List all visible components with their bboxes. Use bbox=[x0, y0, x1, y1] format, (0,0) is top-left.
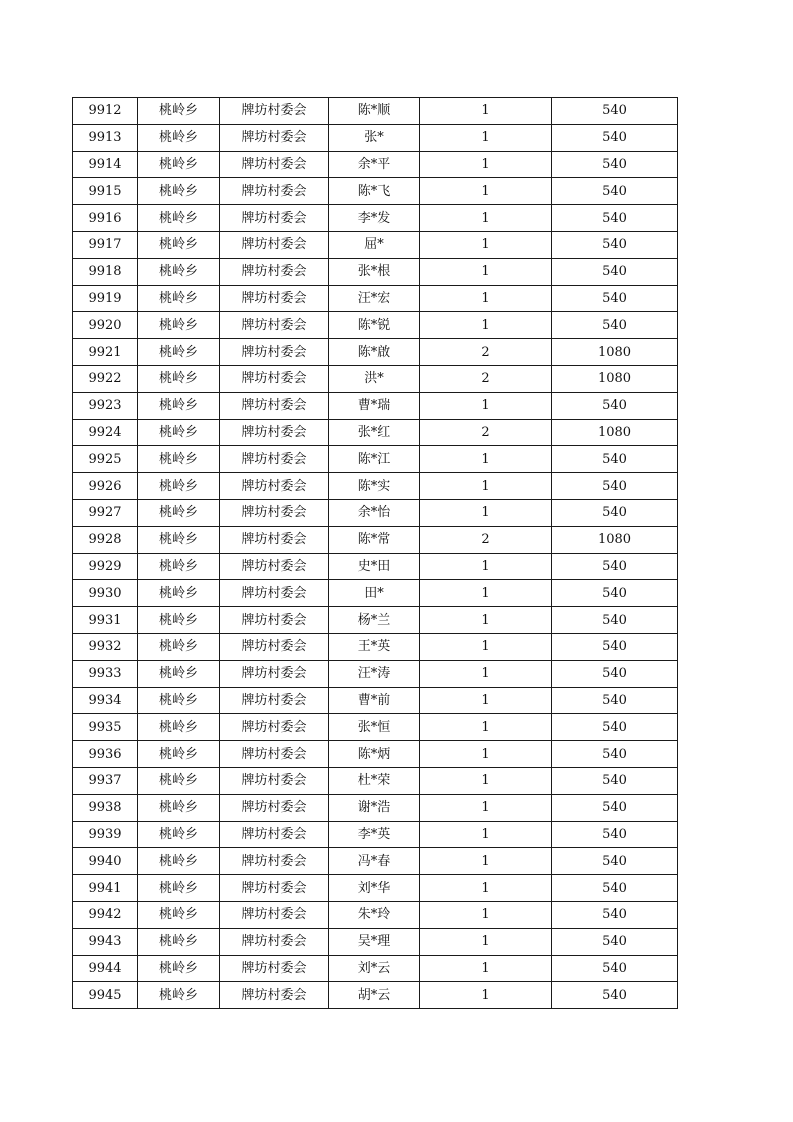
name-cell: 李*英 bbox=[329, 821, 420, 848]
row-number-cell: 9924 bbox=[73, 419, 138, 446]
name-cell: 汪*宏 bbox=[329, 285, 420, 312]
table-row bbox=[73, 419, 678, 446]
amount-cell: 540 bbox=[552, 312, 678, 339]
amount-cell: 540 bbox=[552, 687, 678, 714]
row-number-cell: 9942 bbox=[73, 901, 138, 928]
count-cell: 1 bbox=[420, 741, 552, 768]
township-cell: 桃岭乡 bbox=[138, 231, 220, 258]
township-cell: 桃岭乡 bbox=[138, 178, 220, 205]
township-cell: 桃岭乡 bbox=[138, 687, 220, 714]
name-cell: 朱*玲 bbox=[329, 901, 420, 928]
row-number-cell: 9919 bbox=[73, 285, 138, 312]
count-cell: 1 bbox=[420, 205, 552, 232]
count-cell: 2 bbox=[420, 526, 552, 553]
count-cell: 1 bbox=[420, 98, 552, 125]
amount-cell: 1080 bbox=[552, 365, 678, 392]
township-cell: 桃岭乡 bbox=[138, 312, 220, 339]
table-row bbox=[73, 901, 678, 928]
name-cell: 杜*荣 bbox=[329, 767, 420, 794]
table-row bbox=[73, 365, 678, 392]
name-cell: 陈*常 bbox=[329, 526, 420, 553]
amount-cell: 540 bbox=[552, 821, 678, 848]
row-number-cell: 9936 bbox=[73, 741, 138, 768]
village-committee-cell: 牌坊村委会 bbox=[220, 205, 329, 232]
table-row bbox=[73, 285, 678, 312]
name-cell: 刘*云 bbox=[329, 955, 420, 982]
amount-cell: 1080 bbox=[552, 419, 678, 446]
count-cell: 1 bbox=[420, 473, 552, 500]
amount-cell: 540 bbox=[552, 285, 678, 312]
village-committee-cell: 牌坊村委会 bbox=[220, 687, 329, 714]
count-cell: 1 bbox=[420, 660, 552, 687]
village-committee-cell: 牌坊村委会 bbox=[220, 714, 329, 741]
name-cell: 陈*顺 bbox=[329, 98, 420, 125]
village-committee-cell: 牌坊村委会 bbox=[220, 124, 329, 151]
township-cell: 桃岭乡 bbox=[138, 526, 220, 553]
count-cell: 1 bbox=[420, 178, 552, 205]
village-committee-cell: 牌坊村委会 bbox=[220, 312, 329, 339]
count-cell: 1 bbox=[420, 982, 552, 1009]
name-cell: 王*英 bbox=[329, 633, 420, 660]
name-cell: 陈*锐 bbox=[329, 312, 420, 339]
row-number-cell: 9941 bbox=[73, 875, 138, 902]
name-cell: 张*根 bbox=[329, 258, 420, 285]
township-cell: 桃岭乡 bbox=[138, 928, 220, 955]
count-cell: 2 bbox=[420, 419, 552, 446]
count-cell: 1 bbox=[420, 607, 552, 634]
row-number-cell: 9938 bbox=[73, 794, 138, 821]
row-number-cell: 9937 bbox=[73, 767, 138, 794]
amount-cell: 540 bbox=[552, 499, 678, 526]
amount-cell: 540 bbox=[552, 258, 678, 285]
name-cell: 屈* bbox=[329, 231, 420, 258]
table-row bbox=[73, 848, 678, 875]
village-committee-cell: 牌坊村委会 bbox=[220, 178, 329, 205]
village-committee-cell: 牌坊村委会 bbox=[220, 365, 329, 392]
village-committee-cell: 牌坊村委会 bbox=[220, 982, 329, 1009]
township-cell: 桃岭乡 bbox=[138, 339, 220, 366]
amount-cell: 540 bbox=[552, 633, 678, 660]
amount-cell: 540 bbox=[552, 955, 678, 982]
count-cell: 1 bbox=[420, 392, 552, 419]
village-committee-cell: 牌坊村委会 bbox=[220, 446, 329, 473]
table-row bbox=[73, 982, 678, 1009]
village-committee-cell: 牌坊村委会 bbox=[220, 473, 329, 500]
amount-cell: 540 bbox=[552, 794, 678, 821]
amount-cell: 540 bbox=[552, 848, 678, 875]
village-committee-cell: 牌坊村委会 bbox=[220, 526, 329, 553]
amount-cell: 540 bbox=[552, 446, 678, 473]
village-committee-cell: 牌坊村委会 bbox=[220, 339, 329, 366]
name-cell: 曹*瑞 bbox=[329, 392, 420, 419]
count-cell: 1 bbox=[420, 875, 552, 902]
name-cell: 余*怡 bbox=[329, 499, 420, 526]
township-cell: 桃岭乡 bbox=[138, 365, 220, 392]
name-cell: 汪*涛 bbox=[329, 660, 420, 687]
name-cell: 陈*飞 bbox=[329, 178, 420, 205]
name-cell: 冯*春 bbox=[329, 848, 420, 875]
village-committee-cell: 牌坊村委会 bbox=[220, 660, 329, 687]
name-cell: 吴*理 bbox=[329, 928, 420, 955]
amount-cell: 540 bbox=[552, 607, 678, 634]
village-committee-cell: 牌坊村委会 bbox=[220, 955, 329, 982]
table-row bbox=[73, 392, 678, 419]
row-number-cell: 9943 bbox=[73, 928, 138, 955]
table-row bbox=[73, 446, 678, 473]
row-number-cell: 9945 bbox=[73, 982, 138, 1009]
row-number-cell: 9935 bbox=[73, 714, 138, 741]
row-number-cell: 9929 bbox=[73, 553, 138, 580]
table-row bbox=[73, 124, 678, 151]
count-cell: 1 bbox=[420, 767, 552, 794]
row-number-cell: 9913 bbox=[73, 124, 138, 151]
row-number-cell: 9915 bbox=[73, 178, 138, 205]
count-cell: 1 bbox=[420, 312, 552, 339]
row-number-cell: 9931 bbox=[73, 607, 138, 634]
count-cell: 1 bbox=[420, 821, 552, 848]
table-row bbox=[73, 473, 678, 500]
count-cell: 1 bbox=[420, 151, 552, 178]
township-cell: 桃岭乡 bbox=[138, 714, 220, 741]
township-cell: 桃岭乡 bbox=[138, 794, 220, 821]
village-committee-cell: 牌坊村委会 bbox=[220, 392, 329, 419]
village-committee-cell: 牌坊村委会 bbox=[220, 607, 329, 634]
data-table bbox=[72, 97, 678, 1009]
table-row bbox=[73, 794, 678, 821]
village-committee-cell: 牌坊村委会 bbox=[220, 98, 329, 125]
township-cell: 桃岭乡 bbox=[138, 392, 220, 419]
row-number-cell: 9925 bbox=[73, 446, 138, 473]
count-cell: 2 bbox=[420, 339, 552, 366]
row-number-cell: 9914 bbox=[73, 151, 138, 178]
township-cell: 桃岭乡 bbox=[138, 607, 220, 634]
table-row bbox=[73, 660, 678, 687]
row-number-cell: 9922 bbox=[73, 365, 138, 392]
amount-cell: 540 bbox=[552, 875, 678, 902]
name-cell: 陈*炳 bbox=[329, 741, 420, 768]
count-cell: 1 bbox=[420, 285, 552, 312]
table-row bbox=[73, 928, 678, 955]
village-committee-cell: 牌坊村委会 bbox=[220, 633, 329, 660]
name-cell: 曹*前 bbox=[329, 687, 420, 714]
table-row bbox=[73, 580, 678, 607]
amount-cell: 540 bbox=[552, 124, 678, 151]
row-number-cell: 9927 bbox=[73, 499, 138, 526]
row-number-cell: 9940 bbox=[73, 848, 138, 875]
count-cell: 1 bbox=[420, 258, 552, 285]
township-cell: 桃岭乡 bbox=[138, 875, 220, 902]
township-cell: 桃岭乡 bbox=[138, 633, 220, 660]
name-cell: 田* bbox=[329, 580, 420, 607]
name-cell: 刘*华 bbox=[329, 875, 420, 902]
amount-cell: 540 bbox=[552, 580, 678, 607]
count-cell: 1 bbox=[420, 901, 552, 928]
table-row bbox=[73, 499, 678, 526]
row-number-cell: 9939 bbox=[73, 821, 138, 848]
table-row bbox=[73, 151, 678, 178]
amount-cell: 540 bbox=[552, 767, 678, 794]
village-committee-cell: 牌坊村委会 bbox=[220, 580, 329, 607]
row-number-cell: 9933 bbox=[73, 660, 138, 687]
township-cell: 桃岭乡 bbox=[138, 499, 220, 526]
village-committee-cell: 牌坊村委会 bbox=[220, 848, 329, 875]
village-committee-cell: 牌坊村委会 bbox=[220, 794, 329, 821]
name-cell: 李*发 bbox=[329, 205, 420, 232]
township-cell: 桃岭乡 bbox=[138, 821, 220, 848]
village-committee-cell: 牌坊村委会 bbox=[220, 151, 329, 178]
township-cell: 桃岭乡 bbox=[138, 124, 220, 151]
count-cell: 1 bbox=[420, 928, 552, 955]
name-cell: 陈*实 bbox=[329, 473, 420, 500]
row-number-cell: 9934 bbox=[73, 687, 138, 714]
name-cell: 张* bbox=[329, 124, 420, 151]
name-cell: 张*红 bbox=[329, 419, 420, 446]
count-cell: 1 bbox=[420, 848, 552, 875]
row-number-cell: 9932 bbox=[73, 633, 138, 660]
table-row bbox=[73, 633, 678, 660]
village-committee-cell: 牌坊村委会 bbox=[220, 767, 329, 794]
village-committee-cell: 牌坊村委会 bbox=[220, 928, 329, 955]
name-cell: 洪* bbox=[329, 365, 420, 392]
count-cell: 1 bbox=[420, 231, 552, 258]
village-committee-cell: 牌坊村委会 bbox=[220, 419, 329, 446]
village-committee-cell: 牌坊村委会 bbox=[220, 741, 329, 768]
count-cell: 2 bbox=[420, 365, 552, 392]
village-committee-cell: 牌坊村委会 bbox=[220, 821, 329, 848]
count-cell: 1 bbox=[420, 499, 552, 526]
amount-cell: 540 bbox=[552, 151, 678, 178]
amount-cell: 540 bbox=[552, 231, 678, 258]
table-row bbox=[73, 714, 678, 741]
table-row bbox=[73, 205, 678, 232]
village-committee-cell: 牌坊村委会 bbox=[220, 901, 329, 928]
village-committee-cell: 牌坊村委会 bbox=[220, 499, 329, 526]
table-row bbox=[73, 955, 678, 982]
table-row bbox=[73, 526, 678, 553]
township-cell: 桃岭乡 bbox=[138, 741, 220, 768]
table-row bbox=[73, 687, 678, 714]
row-number-cell: 9921 bbox=[73, 339, 138, 366]
name-cell: 陈*啟 bbox=[329, 339, 420, 366]
township-cell: 桃岭乡 bbox=[138, 767, 220, 794]
row-number-cell: 9944 bbox=[73, 955, 138, 982]
amount-cell: 540 bbox=[552, 660, 678, 687]
amount-cell: 540 bbox=[552, 98, 678, 125]
row-number-cell: 9916 bbox=[73, 205, 138, 232]
name-cell: 胡*云 bbox=[329, 982, 420, 1009]
table-row bbox=[73, 741, 678, 768]
township-cell: 桃岭乡 bbox=[138, 473, 220, 500]
row-number-cell: 9928 bbox=[73, 526, 138, 553]
township-cell: 桃岭乡 bbox=[138, 446, 220, 473]
village-committee-cell: 牌坊村委会 bbox=[220, 258, 329, 285]
township-cell: 桃岭乡 bbox=[138, 848, 220, 875]
count-cell: 1 bbox=[420, 633, 552, 660]
table-row bbox=[73, 339, 678, 366]
row-number-cell: 9923 bbox=[73, 392, 138, 419]
name-cell: 余*平 bbox=[329, 151, 420, 178]
name-cell: 史*田 bbox=[329, 553, 420, 580]
amount-cell: 540 bbox=[552, 205, 678, 232]
table-row bbox=[73, 98, 678, 125]
township-cell: 桃岭乡 bbox=[138, 553, 220, 580]
township-cell: 桃岭乡 bbox=[138, 660, 220, 687]
township-cell: 桃岭乡 bbox=[138, 258, 220, 285]
amount-cell: 540 bbox=[552, 928, 678, 955]
village-committee-cell: 牌坊村委会 bbox=[220, 285, 329, 312]
township-cell: 桃岭乡 bbox=[138, 98, 220, 125]
amount-cell: 540 bbox=[552, 392, 678, 419]
row-number-cell: 9926 bbox=[73, 473, 138, 500]
count-cell: 1 bbox=[420, 553, 552, 580]
table-row bbox=[73, 231, 678, 258]
table-row bbox=[73, 553, 678, 580]
row-number-cell: 9930 bbox=[73, 580, 138, 607]
table-row bbox=[73, 312, 678, 339]
row-number-cell: 9912 bbox=[73, 98, 138, 125]
count-cell: 1 bbox=[420, 124, 552, 151]
count-cell: 1 bbox=[420, 794, 552, 821]
count-cell: 1 bbox=[420, 446, 552, 473]
amount-cell: 540 bbox=[552, 982, 678, 1009]
township-cell: 桃岭乡 bbox=[138, 285, 220, 312]
township-cell: 桃岭乡 bbox=[138, 205, 220, 232]
amount-cell: 540 bbox=[552, 714, 678, 741]
table-row bbox=[73, 607, 678, 634]
amount-cell: 540 bbox=[552, 741, 678, 768]
count-cell: 1 bbox=[420, 580, 552, 607]
township-cell: 桃岭乡 bbox=[138, 580, 220, 607]
village-committee-cell: 牌坊村委会 bbox=[220, 553, 329, 580]
row-number-cell: 9918 bbox=[73, 258, 138, 285]
count-cell: 1 bbox=[420, 687, 552, 714]
township-cell: 桃岭乡 bbox=[138, 419, 220, 446]
township-cell: 桃岭乡 bbox=[138, 151, 220, 178]
amount-cell: 1080 bbox=[552, 526, 678, 553]
village-committee-cell: 牌坊村委会 bbox=[220, 875, 329, 902]
name-cell: 杨*兰 bbox=[329, 607, 420, 634]
amount-cell: 540 bbox=[552, 178, 678, 205]
amount-cell: 540 bbox=[552, 901, 678, 928]
name-cell: 张*恒 bbox=[329, 714, 420, 741]
township-cell: 桃岭乡 bbox=[138, 901, 220, 928]
table-row bbox=[73, 875, 678, 902]
table-body bbox=[73, 98, 678, 1009]
amount-cell: 540 bbox=[552, 553, 678, 580]
row-number-cell: 9917 bbox=[73, 231, 138, 258]
village-committee-cell: 牌坊村委会 bbox=[220, 231, 329, 258]
name-cell: 陈*江 bbox=[329, 446, 420, 473]
name-cell: 谢*浩 bbox=[329, 794, 420, 821]
table-row bbox=[73, 821, 678, 848]
count-cell: 1 bbox=[420, 955, 552, 982]
amount-cell: 540 bbox=[552, 473, 678, 500]
amount-cell: 1080 bbox=[552, 339, 678, 366]
count-cell: 1 bbox=[420, 714, 552, 741]
township-cell: 桃岭乡 bbox=[138, 982, 220, 1009]
table-row bbox=[73, 258, 678, 285]
township-cell: 桃岭乡 bbox=[138, 955, 220, 982]
row-number-cell: 9920 bbox=[73, 312, 138, 339]
table-row bbox=[73, 767, 678, 794]
table-row bbox=[73, 178, 678, 205]
